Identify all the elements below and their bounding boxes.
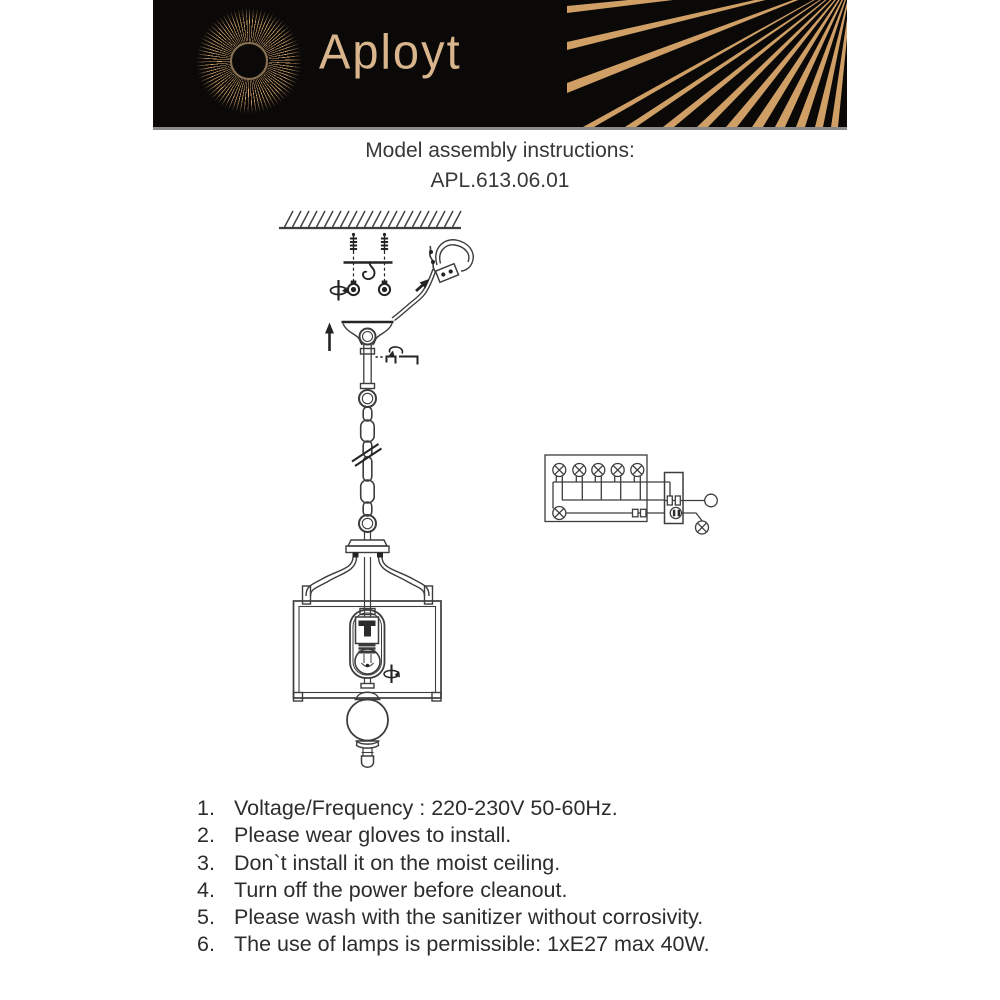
wiring-diagram: [545, 455, 717, 534]
rotate-bulb-icon: [384, 665, 400, 684]
assembly-diagram: [180, 200, 740, 780]
mounting-screw-right: [379, 233, 390, 295]
instruction-text: Don`t install it on the moist ceiling.: [234, 850, 561, 875]
canopy: [342, 322, 394, 384]
mounting-screw-left: [348, 233, 359, 295]
ceiling-hook-icon: [363, 263, 375, 280]
corner-rays-icon: [567, 0, 847, 127]
locking-tool-icon: [376, 347, 418, 365]
header-banner: [153, 0, 847, 130]
title-block: [0, 136, 1000, 196]
wire-bus-top: [553, 482, 670, 497]
instruction-text: Voltage/Frequency : 220-230V 50-60Hz.: [234, 796, 618, 820]
instruction-item: [197, 795, 710, 822]
sunburst-core-ring: [230, 42, 268, 80]
power-wire-connector: [392, 240, 473, 321]
rotate-screw-icon: [331, 280, 349, 301]
instruction-number: 3.: [197, 850, 215, 875]
instruction-text: Please wear gloves to install.: [234, 823, 512, 848]
instruction-item: [197, 931, 710, 958]
instruction-number: 5.: [197, 905, 215, 930]
finial-tip: [356, 741, 380, 767]
instruction-number: 2.: [197, 823, 215, 848]
hanging-ring-top: [359, 384, 376, 408]
chain-cut-marks: [352, 444, 382, 466]
model-code: APL.613.06.01: [430, 169, 570, 192]
arrow-up-icon: [325, 323, 334, 352]
instruction-text: The use of lamps is permissible: 1xE27 max 40W.: [234, 932, 710, 957]
instruction-item: [197, 822, 710, 849]
instruction-number: 1.: [197, 796, 215, 820]
fixture-arms: [303, 557, 433, 604]
instruction-item: [197, 850, 710, 877]
instruction-text: Please wash with the sanitizer without corrosivity.: [234, 905, 704, 930]
switch-circle: [705, 494, 718, 507]
instruction-item: [197, 877, 710, 904]
lamp-socket: [356, 617, 379, 654]
finial-collar: [355, 678, 381, 700]
center-stem: [360, 557, 375, 617]
fixture-cap: [346, 531, 389, 558]
instruction-number: 4.: [197, 877, 215, 902]
instruction-number: 6.: [197, 932, 215, 957]
instruction-text: Turn off the power before cleanout.: [234, 877, 568, 902]
brand-logo-text: Aployt: [319, 23, 462, 80]
finial-sphere: [347, 700, 388, 741]
instruction-item: [197, 904, 710, 931]
page-title: Model assembly instructions:: [365, 139, 635, 162]
ceiling-hatch: [279, 211, 461, 228]
instructions-list: [197, 795, 710, 959]
hanging-ring-bottom: [359, 515, 376, 532]
